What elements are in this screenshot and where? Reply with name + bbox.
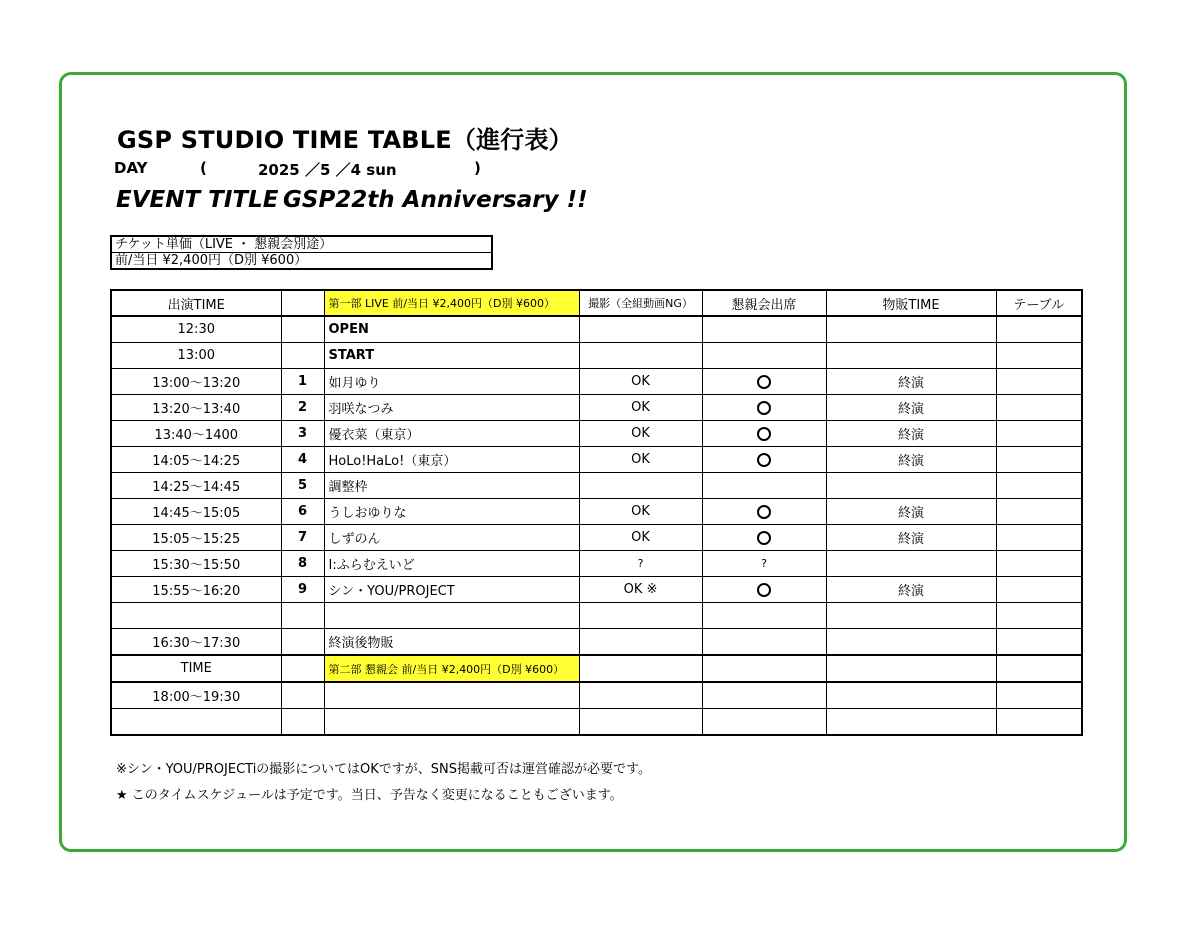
attendance-circle-icon — [757, 531, 771, 545]
ticket-price-value: 前/当日 ¥2,400円（D別 ¥600） — [111, 253, 492, 270]
attendance-circle-icon — [757, 583, 771, 597]
table-cell — [996, 421, 1082, 447]
act-name-cell: 優衣菜（東京） — [324, 421, 579, 447]
page-title: GSP STUDIO TIME TABLE（進行表） — [117, 126, 573, 154]
merch-cell: 終演 — [826, 447, 996, 473]
time-cell: 13:20〜13:40 — [111, 395, 281, 421]
photo-cell: OK — [579, 499, 702, 525]
party-cell — [702, 629, 826, 656]
note-schedule-disclaimer: ★ このタイムスケジュールは予定です。当日、予告なく変更になることもございます。 — [116, 788, 623, 803]
merch-cell — [826, 709, 996, 736]
merch-cell: 終演 — [826, 577, 996, 603]
merch-cell — [826, 473, 996, 499]
act-number-cell: 5 — [281, 473, 324, 499]
time-cell: 15:30〜15:50 — [111, 551, 281, 577]
photo-cell — [579, 603, 702, 629]
col-header-num — [281, 290, 324, 316]
col-header-photo: 撮影（全組動画NG） — [579, 290, 702, 316]
photo-cell: ? — [579, 551, 702, 577]
col-header-merch: 物販TIME — [826, 290, 996, 316]
section2-merch-cell — [826, 655, 996, 682]
photo-cell: OK — [579, 395, 702, 421]
merch-cell: 終演 — [826, 369, 996, 395]
attendance-circle-icon — [757, 427, 771, 441]
table-cell — [996, 551, 1082, 577]
table-row — [111, 603, 1082, 629]
photo-cell: OK — [579, 525, 702, 551]
day-close-paren: ) — [474, 159, 481, 177]
merch-cell — [826, 343, 996, 369]
table-row — [111, 343, 1082, 369]
table-header-row — [111, 290, 1082, 316]
table-row — [111, 395, 1082, 421]
act-number-cell: 7 — [281, 525, 324, 551]
party-cell — [702, 682, 826, 709]
party-cell — [702, 447, 826, 473]
act-name-cell — [324, 603, 579, 629]
photo-cell — [579, 682, 702, 709]
attendance-circle-icon — [757, 505, 771, 519]
day-open-paren: ( — [200, 159, 207, 177]
col-header-table: テーブル — [996, 290, 1082, 316]
table-cell — [996, 343, 1082, 369]
photo-cell: OK ※ — [579, 577, 702, 603]
section2-time-header: TIME — [111, 655, 281, 682]
section2-photo-cell — [579, 655, 702, 682]
time-cell: 13:00 — [111, 343, 281, 369]
photo-cell: OK — [579, 447, 702, 473]
table-cell — [996, 525, 1082, 551]
act-number-cell: 2 — [281, 395, 324, 421]
table-cell — [996, 369, 1082, 395]
table-row — [111, 629, 1082, 656]
time-cell — [111, 603, 281, 629]
time-cell: 12:30 — [111, 316, 281, 343]
act-number-cell — [281, 629, 324, 656]
time-cell: 16:30〜17:30 — [111, 629, 281, 656]
party-cell — [702, 421, 826, 447]
table-cell — [996, 629, 1082, 656]
photo-cell — [579, 473, 702, 499]
act-name-cell: 終演後物販 — [324, 629, 579, 656]
party-cell — [702, 473, 826, 499]
act-number-cell — [281, 603, 324, 629]
act-name-cell: 如月ゆり — [324, 369, 579, 395]
event-title-label: EVENT TITLE — [116, 187, 279, 213]
act-name-cell: HoLo!HaLo!（東京） — [324, 447, 579, 473]
section2-label: 第二部 懇親会 前/当日 ¥2,400円（D別 ¥600） — [324, 655, 579, 682]
table-cell — [996, 316, 1082, 343]
table-row — [111, 525, 1082, 551]
time-cell: 14:05〜14:25 — [111, 447, 281, 473]
merch-cell — [826, 551, 996, 577]
table-row — [111, 369, 1082, 395]
col-header-section1: 第一部 LIVE 前/当日 ¥2,400円（D別 ¥600） — [324, 290, 579, 316]
day-value: 2025 ／5 ／4 sun — [258, 161, 397, 179]
table-row — [111, 421, 1082, 447]
party-cell — [702, 343, 826, 369]
attendance-circle-icon — [757, 375, 771, 389]
act-number-cell: 3 — [281, 421, 324, 447]
table-cell — [996, 682, 1082, 709]
time-cell: 18:00〜19:30 — [111, 682, 281, 709]
photo-cell — [579, 316, 702, 343]
col-header-time: 出演TIME — [111, 290, 281, 316]
act-number-cell: 9 — [281, 577, 324, 603]
merch-cell — [826, 682, 996, 709]
act-name-cell: OPEN — [324, 316, 579, 343]
time-cell: 15:55〜16:20 — [111, 577, 281, 603]
act-number-cell — [281, 343, 324, 369]
photo-cell: OK — [579, 369, 702, 395]
table-cell — [996, 395, 1082, 421]
day-label: DAY — [114, 159, 148, 177]
time-cell: 13:00〜13:20 — [111, 369, 281, 395]
attendance-circle-icon — [757, 453, 771, 467]
party-cell — [702, 316, 826, 343]
table-row — [111, 551, 1082, 577]
section2-party-cell — [702, 655, 826, 682]
act-name-cell: シン・YOU/PROJECT — [324, 577, 579, 603]
act-name-cell: I:ふらむえいど — [324, 551, 579, 577]
act-number-cell — [281, 316, 324, 343]
table-row — [111, 577, 1082, 603]
ticket-price-heading: チケット単価（LIVE ・ 懇親会別途） — [111, 236, 492, 253]
table-row — [111, 316, 1082, 343]
act-name-cell: 羽咲なつみ — [324, 395, 579, 421]
party-cell — [702, 369, 826, 395]
table-cell — [996, 473, 1082, 499]
section2-num-cell — [281, 655, 324, 682]
event-title-line — [116, 187, 588, 213]
table-cell — [996, 577, 1082, 603]
schedule-table — [110, 289, 1083, 736]
act-name-cell: うしおゆりな — [324, 499, 579, 525]
act-name-cell: 調整枠 — [324, 473, 579, 499]
note-photo-policy: ※シン・YOU/PROJECTiの撮影についてはOKですが、SNS掲載可否は運営確認が必要です。 — [116, 762, 651, 777]
act-number-cell: 8 — [281, 551, 324, 577]
party-cell — [702, 709, 826, 736]
col-header-party: 懇親会出席 — [702, 290, 826, 316]
party-cell — [702, 577, 826, 603]
party-cell — [702, 525, 826, 551]
table-row — [111, 473, 1082, 499]
act-number-cell — [281, 709, 324, 736]
act-name-cell: しずのん — [324, 525, 579, 551]
time-cell: 13:40〜1400 — [111, 421, 281, 447]
party-cell: ? — [702, 551, 826, 577]
section2-header-row — [111, 655, 1082, 682]
merch-cell: 終演 — [826, 421, 996, 447]
party-cell — [702, 499, 826, 525]
ticket-price-box — [110, 235, 493, 270]
merch-cell — [826, 316, 996, 343]
time-cell: 14:45〜15:05 — [111, 499, 281, 525]
photo-cell — [579, 709, 702, 736]
merch-cell: 終演 — [826, 525, 996, 551]
table-cell — [996, 447, 1082, 473]
merch-cell — [826, 603, 996, 629]
table-row — [111, 682, 1082, 709]
act-number-cell: 1 — [281, 369, 324, 395]
table-cell — [996, 603, 1082, 629]
time-cell — [111, 709, 281, 736]
act-number-cell: 4 — [281, 447, 324, 473]
merch-cell: 終演 — [826, 395, 996, 421]
merch-cell: 終演 — [826, 499, 996, 525]
act-name-cell: START — [324, 343, 579, 369]
section2-table-cell — [996, 655, 1082, 682]
table-row — [111, 709, 1082, 736]
table-cell — [996, 709, 1082, 736]
table-cell — [996, 499, 1082, 525]
merch-cell — [826, 629, 996, 656]
act-number-cell: 6 — [281, 499, 324, 525]
event-title-value: GSP22th Anniversary !! — [283, 187, 588, 213]
party-cell — [702, 603, 826, 629]
table-row — [111, 499, 1082, 525]
photo-cell — [579, 343, 702, 369]
time-cell: 15:05〜15:25 — [111, 525, 281, 551]
act-name-cell — [324, 682, 579, 709]
table-row — [111, 447, 1082, 473]
party-cell — [702, 395, 826, 421]
time-cell: 14:25〜14:45 — [111, 473, 281, 499]
photo-cell — [579, 629, 702, 656]
attendance-circle-icon — [757, 401, 771, 415]
act-name-cell — [324, 709, 579, 736]
act-number-cell — [281, 682, 324, 709]
photo-cell: OK — [579, 421, 702, 447]
